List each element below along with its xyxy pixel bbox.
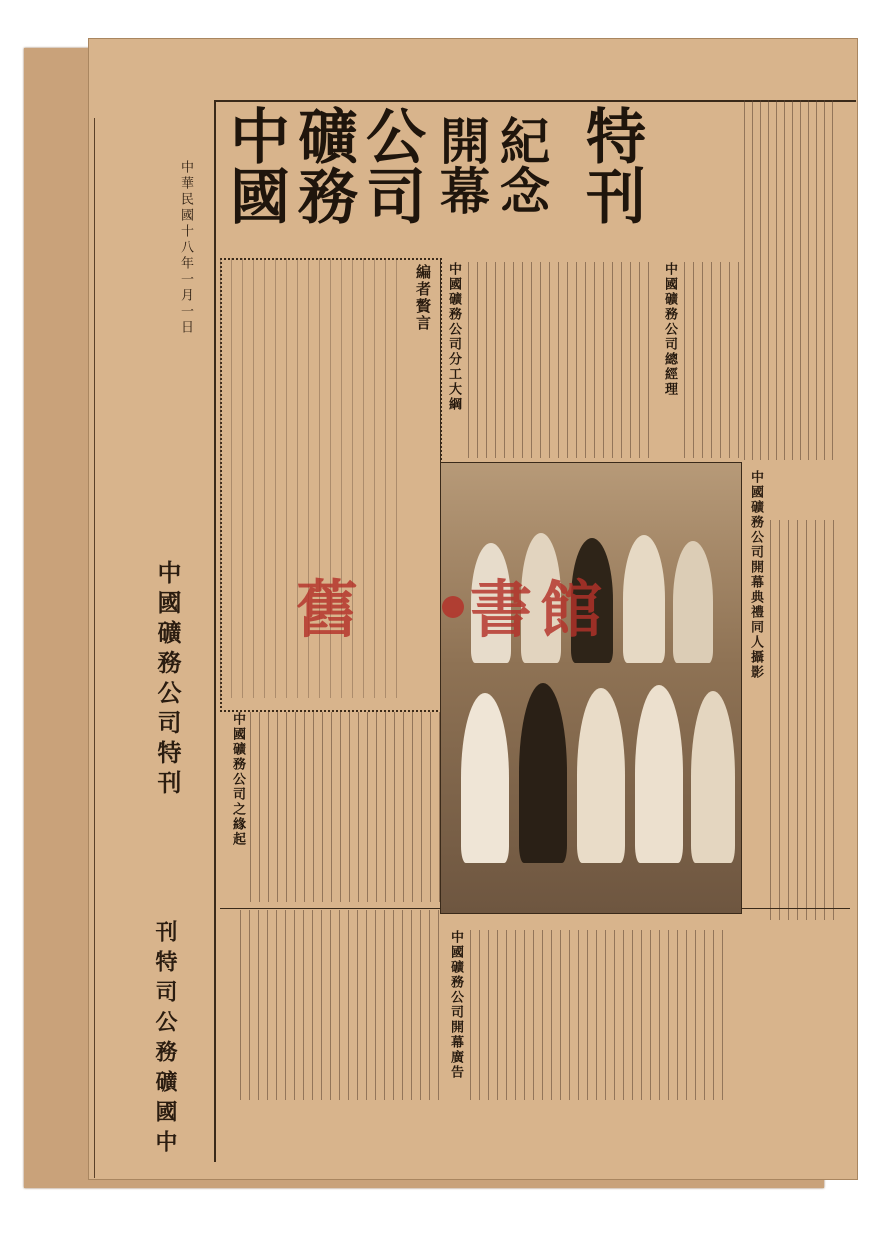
photo-figure [691,691,735,863]
body-text-6 [770,520,840,920]
editor-note-title: 編者贅言 [414,264,432,332]
group-photograph [440,462,742,914]
headline-col-6: 特刊 [576,105,646,225]
stamp-char-3: 館 [540,573,603,646]
masthead-date: 中華民國十八年一月一日 [178,160,193,336]
subhead-manager: 中國礦務公司總經理 [662,262,677,397]
photo-figure [623,535,665,663]
subhead-ad: 中國礦務公司開幕廣告 [448,930,463,1080]
stamp-dot [442,596,464,618]
headline-col-2: 礦務 [288,105,358,225]
masthead-brand: 刊特司公務礦國中 [152,920,178,1160]
headline [218,105,738,255]
photo-figure [577,688,625,863]
headline-col-1: 中國 [220,105,290,225]
photo-figure [519,683,567,863]
headline-col-4: 開幕 [432,115,491,215]
photo-figure [461,693,509,863]
photo-figure [635,685,683,863]
body-text-3 [468,262,654,458]
headline-col-3: 公司 [356,105,426,225]
subhead-origin: 中國礦務公司之緣起 [230,712,245,847]
fold-line [94,118,95,1178]
masthead-title: 中國礦務公司特刊 [153,560,182,800]
body-text-2 [240,910,440,1100]
photo-caption: 中國礦務公司開幕典禮同人攝影 [748,470,763,680]
headline-col-5: 紀念 [492,115,551,215]
stamp-char-2: 書 [470,573,533,646]
body-text-7 [470,930,730,1100]
body-text-1 [250,712,440,902]
body-text-5 [744,100,840,460]
photo-figure [673,541,713,663]
library-stamp [296,560,616,646]
stamp-char-1: 舊 [296,573,359,646]
subhead-division: 中國礦務公司分工大綱 [446,262,461,412]
body-text-4 [684,262,740,458]
